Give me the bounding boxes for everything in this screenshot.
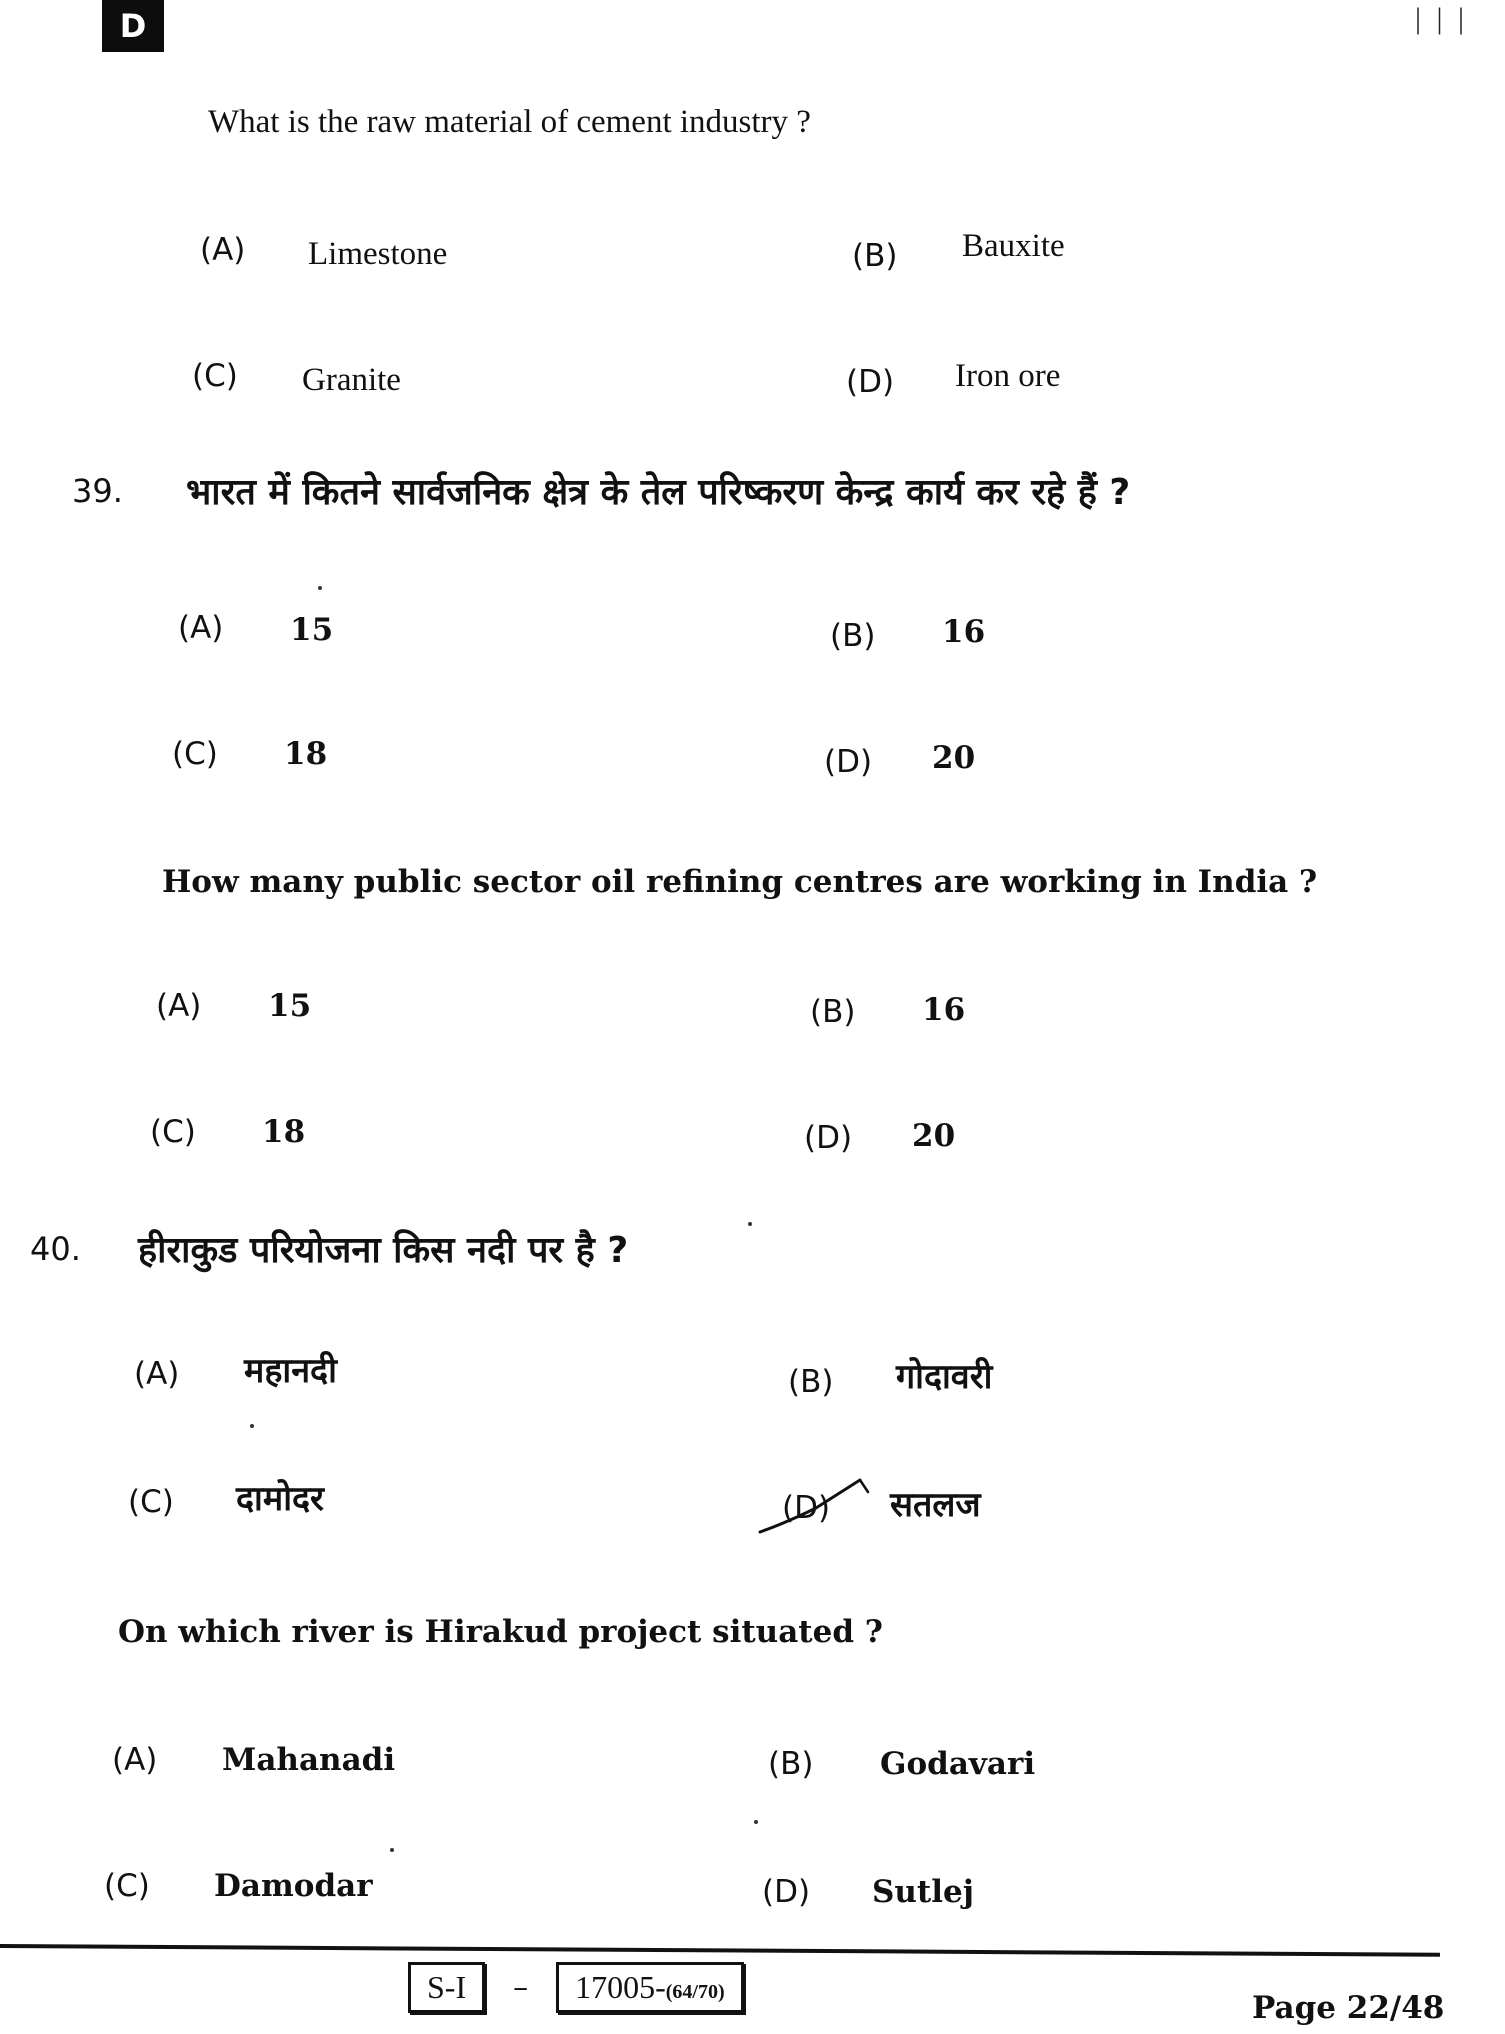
option-text: Godavari — [880, 1746, 1036, 1782]
option-text: 18 — [262, 1114, 306, 1150]
option-text: 20 — [932, 740, 976, 776]
footer-codes — [408, 1962, 744, 2013]
hand-drawn-tick-icon — [758, 1478, 878, 1538]
option-label: (B) — [788, 1364, 834, 1400]
option-text: Mahanadi — [222, 1742, 396, 1778]
option-text: 16 — [942, 614, 986, 650]
option-label: (B) — [852, 238, 898, 274]
option-text: महानदी — [244, 1351, 337, 1391]
option-text: 20 — [912, 1118, 956, 1154]
paper-code-suffix: (64/70) — [665, 1981, 725, 2003]
option-label: (D) — [804, 1120, 853, 1156]
option-label: (D) — [824, 744, 873, 780]
option-label: (D) — [782, 1490, 831, 1526]
option-label: (D) — [762, 1874, 811, 1910]
option-label: (C) — [128, 1484, 174, 1520]
option-text: Bauxite — [962, 228, 1065, 264]
option-text: 16 — [922, 992, 966, 1028]
scan-speck — [748, 1222, 752, 1226]
option-label: (C) — [172, 736, 218, 772]
option-label: (B) — [810, 994, 856, 1030]
option-label: (D) — [846, 364, 895, 400]
set-code-badge: D — [102, 0, 164, 52]
option-text: गोदावरी — [896, 1357, 993, 1397]
page-number: Page 22/48 — [1252, 1990, 1445, 2026]
question-40-number: 40. — [30, 1230, 81, 1268]
option-label: (B) — [768, 1746, 814, 1782]
option-label: (A) — [178, 610, 224, 646]
option-label: (A) — [200, 232, 246, 268]
option-label: (C) — [104, 1868, 150, 1904]
corner-mark: | | | — [1415, 2, 1469, 35]
scan-speck — [250, 1424, 254, 1428]
question-38-english-text: What is the raw material of cement industry ? — [208, 104, 811, 140]
option-label: (A) — [112, 1742, 158, 1778]
option-text: Damodar — [214, 1868, 373, 1904]
option-text: सतलज — [890, 1485, 981, 1525]
question-40-hindi-text: हीराकुड परियोजना किस नदी पर है ? — [138, 1230, 629, 1271]
footer-divider — [0, 1944, 1440, 1957]
option-text: दामोदर — [236, 1479, 324, 1519]
question-39-number: 39. — [72, 472, 123, 510]
option-label: (C) — [192, 358, 238, 394]
option-text: Sutlej — [872, 1874, 974, 1910]
scan-speck — [318, 586, 322, 590]
question-39-english-text: How many public sector oil refining centres are working in India ? — [162, 864, 1318, 900]
option-label: (C) — [150, 1114, 196, 1150]
series-code-box: S-I — [408, 1962, 485, 2013]
option-text: 18 — [284, 736, 328, 772]
option-label: (A) — [156, 988, 202, 1024]
scan-speck — [754, 1820, 758, 1824]
question-39-hindi-text: भारत में कितने सार्वजनिक क्षेत्र के तेल परिष्करण केन्द्र कार्य कर रहे हैं ? — [186, 472, 1131, 513]
paper-code: 17005- — [575, 1969, 666, 2005]
paper-code-box — [556, 1962, 744, 2013]
option-text: Iron ore — [955, 358, 1061, 394]
scan-speck — [390, 1848, 394, 1852]
option-text: Limestone — [308, 236, 448, 272]
option-text: 15 — [268, 988, 312, 1024]
footer-separator: – — [513, 1970, 529, 2005]
option-label: (B) — [830, 618, 876, 654]
option-text: 15 — [290, 612, 334, 648]
question-40-english-text: On which river is Hirakud project situated ? — [118, 1614, 883, 1650]
option-label: (A) — [134, 1356, 180, 1392]
option-text: Granite — [302, 362, 401, 398]
